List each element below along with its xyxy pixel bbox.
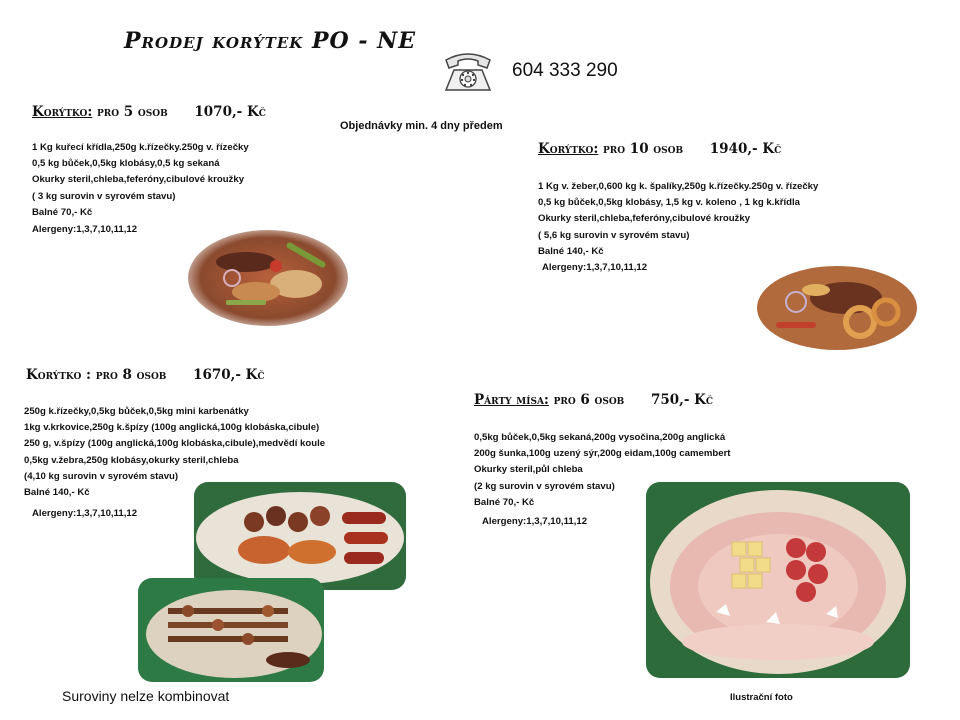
item-line: 250g k.řízečky,0,5kg bůček,0,5kg mini karbenátky bbox=[24, 406, 249, 417]
item-line: Balné 140,- Kč bbox=[24, 487, 90, 499]
item-line: Balné 140,- Kč bbox=[538, 245, 604, 257]
allergens-8-osob: Alergeny:1,3,7,10,11,12 bbox=[32, 508, 138, 519]
section-for: pro 5 osob bbox=[97, 104, 168, 120]
section-price: 1670,- Kč bbox=[193, 367, 265, 383]
item-line: Okurky steril,chleba,feferóny,cibulové kroužky bbox=[32, 174, 245, 186]
allergens-party: Alergeny:1,3,7,10,11,12 bbox=[482, 516, 588, 527]
item-line: 1kg v.krkovice,250g k.špízy (100g anglická,100g klobáska,cibule) bbox=[24, 422, 320, 434]
photo-skewers bbox=[138, 578, 324, 682]
section-for: pro 6 osob bbox=[553, 392, 625, 408]
item-line: 0,5 kg bůček,0,5kg klobásy,0,5 kg sekaná bbox=[32, 158, 220, 170]
item-line: 200g šunka,100g uzený sýr,200g eidam,100g camembert bbox=[474, 448, 731, 460]
item-line: 1 Kg kuřecí křídla,250g k.řízečky.250g v. řízečky bbox=[32, 142, 249, 153]
section-items-10-osob bbox=[538, 179, 818, 260]
section-price: 1070,- Kč bbox=[194, 104, 266, 120]
item-line: Okurky steril,půl chleba bbox=[474, 464, 583, 476]
section-heading-10-osob bbox=[538, 141, 781, 157]
item-line: Balné 70,- Kč bbox=[32, 206, 93, 218]
section-items-5-osob bbox=[32, 140, 249, 221]
item-line: (4,10 kg surovin v syrovém stavu) bbox=[24, 470, 179, 482]
page-title: Prodej korýtek PO - NE bbox=[124, 28, 417, 54]
item-line: Okurky steril,chleba,feferóny,cibulové kroužky bbox=[538, 213, 751, 225]
section-price: 750,- Kč bbox=[651, 392, 714, 408]
photo-grilled-platter bbox=[186, 222, 350, 330]
footer-note: Suroviny nelze kombinovat bbox=[62, 688, 230, 704]
item-line: Balné 70,- Kč bbox=[474, 496, 535, 508]
photo-caption: Ilustrační foto bbox=[730, 692, 793, 703]
photo-cold-cuts-platter bbox=[646, 482, 910, 678]
section-for: pro 10 osob bbox=[603, 141, 684, 157]
telephone-icon bbox=[440, 46, 496, 96]
section-for: pro 8 osob bbox=[95, 367, 167, 383]
section-name: Korýtko: bbox=[32, 104, 93, 120]
photo-meatballs-sausages bbox=[194, 482, 406, 590]
section-heading-5-osob bbox=[32, 104, 266, 120]
photo-onion-rings-platter bbox=[756, 262, 918, 352]
item-line: 250 g, v.špízy (100g anglická,100g klobáska,cibule),medvědí koule bbox=[24, 438, 326, 450]
item-line: 0,5kg v.žebra,250g klobásy,okurky steril,chleba bbox=[24, 454, 239, 466]
item-line: (2 kg surovin v syrovém stavu) bbox=[474, 480, 615, 492]
phone-number: 604 333 290 bbox=[512, 60, 618, 81]
section-name: Korýtko : bbox=[26, 367, 92, 383]
section-name: Korýtko: bbox=[538, 141, 599, 157]
item-line: 1 Kg v. žeber,0,600 kg k. špalíky,250g k.řízečky.250g v. řízečky bbox=[538, 181, 819, 192]
allergens-5-osob: Alergeny:1,3,7,10,11,12 bbox=[32, 224, 138, 235]
item-line: ( 5,6 kg surovin v syrovém stavu) bbox=[538, 229, 690, 241]
order-notice: Objednávky min. 4 dny předem bbox=[340, 120, 503, 132]
section-heading-8-osob bbox=[26, 367, 265, 383]
item-line: 0,5kg bůček,0,5kg sekaná,200g vysočina,200g anglická bbox=[474, 432, 726, 443]
item-line: 0,5 kg bůček,0,5kg klobásy, 1,5 kg v. koleno , 1 kg k.křídla bbox=[538, 197, 800, 209]
allergens-10-osob: Alergeny:1,3,7,10,11,12 bbox=[542, 262, 648, 273]
section-name: Párty mísa: bbox=[474, 392, 549, 408]
section-heading-party bbox=[474, 392, 713, 408]
item-line: ( 3 kg surovin v syrovém stavu) bbox=[32, 190, 176, 202]
section-price: 1940,- Kč bbox=[709, 141, 782, 157]
